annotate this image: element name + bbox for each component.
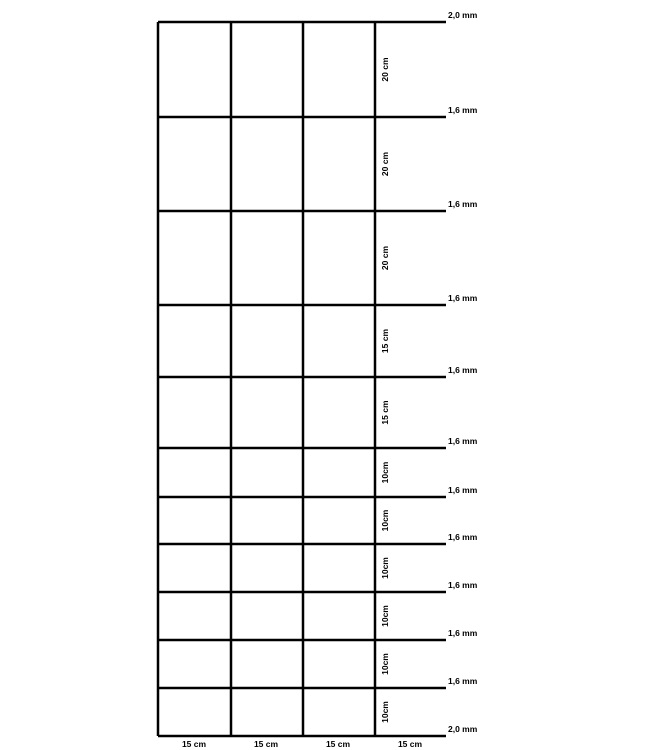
row-spacing-label: 15 cm	[380, 328, 390, 354]
wire-diameter-label: 1,6 mm	[448, 436, 478, 446]
wire-diameter-label: 2,0 mm	[448, 10, 478, 20]
row-spacing-label: 10cm	[380, 653, 390, 675]
wire-diameter-label: 1,6 mm	[448, 628, 478, 638]
wire-diameter-label: 1,6 mm	[448, 580, 478, 590]
wire-diameter-label: 1,6 mm	[448, 676, 478, 686]
row-spacing-label: 10cm	[380, 557, 390, 579]
row-spacing-label: 20 cm	[380, 245, 390, 271]
wire-diameter-label: 2,0 mm	[448, 724, 478, 734]
row-spacing-label: 20 cm	[380, 57, 390, 82]
wire-diameter-label: 1,6 mm	[448, 365, 478, 375]
wire-diameter-label: 1,6 mm	[448, 293, 478, 303]
row-spacing-labels	[380, 57, 390, 723]
row-spacing-label: 10cm	[380, 701, 390, 723]
column-spacing-labels	[182, 739, 423, 749]
column-spacing-label: 15 cm	[253, 739, 279, 749]
wire-diameter-labels	[448, 10, 478, 734]
wire-diameter-label: 1,6 mm	[448, 532, 478, 542]
wire-diameter-label: 1,6 mm	[448, 485, 478, 495]
row-spacing-label: 20 cm	[380, 151, 390, 177]
row-spacing-label: 10cm	[380, 509, 390, 532]
row-spacing-label: 10cm	[380, 605, 390, 627]
column-spacing-label: 15 cm	[181, 739, 207, 749]
mesh-grid	[158, 22, 446, 736]
row-spacing-label: 10cm	[380, 461, 390, 484]
wire-diameter-label: 1,6 mm	[448, 105, 478, 115]
wire-diameter-label: 1,6 mm	[448, 199, 478, 209]
row-spacing-label: 15 cm	[380, 400, 390, 425]
column-spacing-label: 15 cm	[325, 739, 351, 749]
column-spacing-label: 15 cm	[397, 739, 423, 749]
